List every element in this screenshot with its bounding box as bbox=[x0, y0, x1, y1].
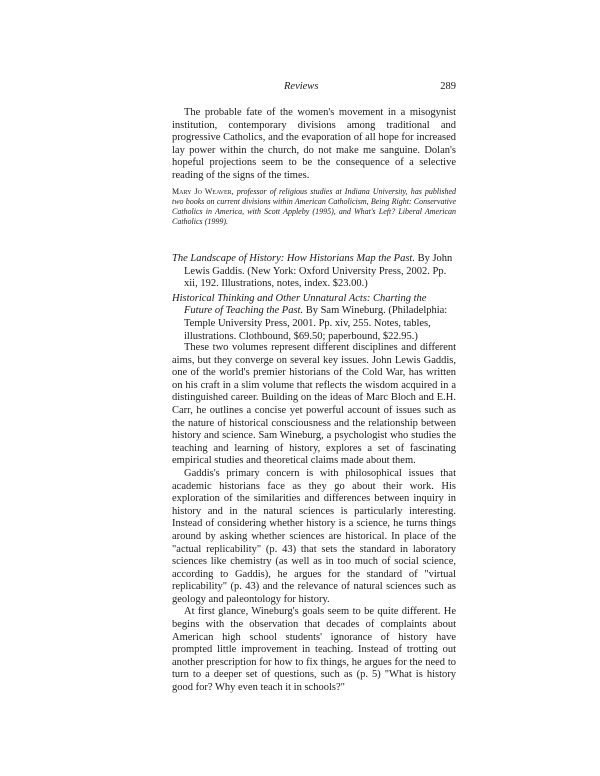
book-title: The Landscape of History: How Historians Map the Past. bbox=[172, 253, 415, 264]
review-paragraph: At first glance, Wineburg's goals seem to be quite different. He begins with the observation that decades of complaints about American high school students' ignorance of history have prompted little improvement in teaching. Instead of trotting out another prescription for how to fix things, he argues for the need to turn to a deeper set of questions, such as (p. 5) "What is history good for? Why even teach it in schools?" bbox=[172, 606, 456, 694]
reviewer-bio bbox=[172, 187, 456, 227]
review-paragraph: These two volumes represent different disciplines and different aims, but they converge on several key issues. John Lewis Gaddis, one of the world's premier historians of the Cold War, has written on his craft in a slim volume that reflects the wisdom acquired in a distinguished career. Building on the ideas of Marc Bloch and E.H. Carr, he outlines a concise yet powerful account of issues such as the nature of historical consciousness and the relationship between history and science. Sam Wineburg, a psychologist who studies the teaching and learning of history, explores a set of fascinating empirical studies and theoretical claims made about them. bbox=[172, 342, 456, 467]
book-citation bbox=[172, 293, 456, 343]
reviewer-bio-text: , professor of religious studies at Indiana University, has published two books on current divisions within American Catholicism, Being Right: Conservative Catholics in America, with Scott Appleby (1995), and What's Left? Liberal American Catholics (1999). bbox=[172, 187, 456, 226]
review-body bbox=[172, 342, 456, 695]
book-citation bbox=[172, 253, 456, 291]
page-number: 289 bbox=[440, 81, 456, 92]
review-paragraph: Gaddis's primary concern is with philosophical issues that academic historians face as they go about their work. His exploration of the similarities and differences between inquiry in history and in the natural sciences is particularly interesting. Instead of considering whether history is a science, he turns things around by asking whether sciences are historical. In place of the "actual replicability" (p. 43) that sets the standard in laboratory sciences like chemistry (as well as in too much of social science, according to Gaddis), he argues for the standard of "virtual replicability" (p. 43) and the relevance of natural sciences such as geology and paleontology for history. bbox=[172, 467, 456, 605]
book-details: By John Lewis Gaddis. (New York: Oxford University Press, 2002. Pp. xii, 192. Illustrations, notes, index. $23.00.) bbox=[184, 253, 453, 290]
book-citations bbox=[172, 253, 456, 345]
reviewer-name: Mary Jo Weaver bbox=[172, 187, 232, 196]
book-details: By Sam Wineburg. (Philadelphia: Temple University Press, 2001. Pp. xiv, 255. Notes, tables, illustrations. Clothbound, $69.50; paperbound, $22.95.) bbox=[184, 305, 448, 342]
closing-paragraph: The probable fate of the women's movement in a misogynist institution, contemporary divisions among traditional and progressive Catholics, and the evaporation of all hope for increased lay power within the church, do not make me sanguine. Dolan's hopeful projections seem to be the consequence of a selective reading of the signs of the times. bbox=[172, 107, 456, 181]
prior-review-closing bbox=[172, 107, 456, 183]
running-title: Reviews bbox=[284, 81, 319, 92]
book-title: Historical Thinking and Other Unnatural Acts: Charting the Future of Teaching the Past. bbox=[172, 292, 427, 317]
